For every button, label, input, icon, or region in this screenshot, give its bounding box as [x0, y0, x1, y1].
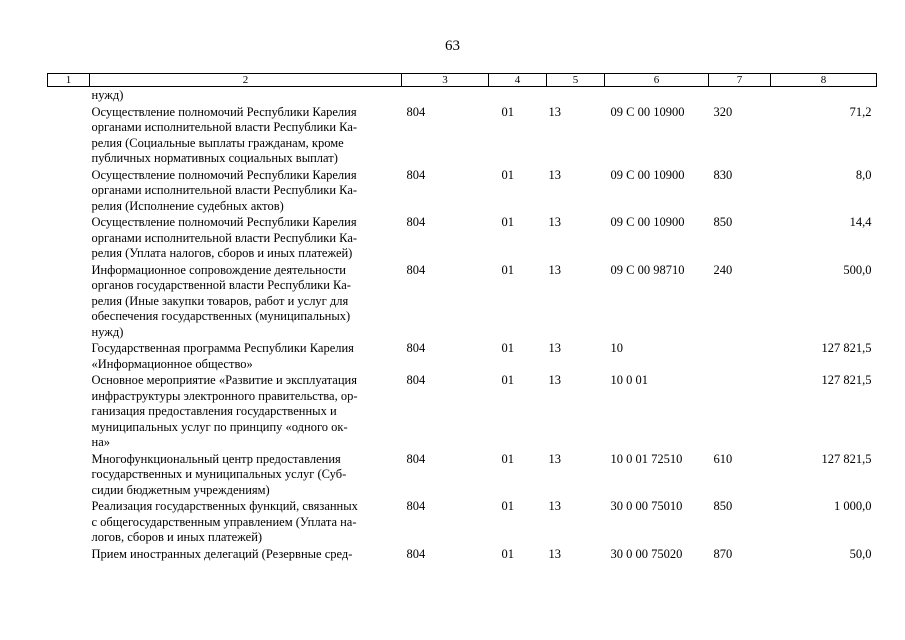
table-row: [48, 87, 877, 104]
cell-target-article: [605, 87, 709, 104]
table-row: [48, 104, 877, 167]
cell-amount: 71,2: [849, 104, 872, 119]
cell-section: 01: [501, 499, 514, 513]
cell-section: 01: [501, 104, 514, 119]
cell-expense-type: [709, 87, 771, 104]
cell-empty: [48, 87, 90, 104]
description-line: на»: [91, 435, 110, 449]
page-number: 63: [445, 38, 460, 54]
cell-description: [90, 451, 402, 499]
cell-description: [90, 262, 402, 341]
cell-target-article: 09 С 00 10900: [610, 104, 685, 119]
cell-amount: [771, 87, 877, 104]
description-line: публичных нормативных социальных выплат): [91, 151, 338, 165]
table-row: [48, 372, 877, 451]
description-line: обеспечения государственных (муниципальных): [91, 309, 351, 323]
cell-amount: 8,0: [855, 167, 872, 182]
description-line: сидии бюджетным учреждениям): [91, 482, 270, 497]
cell-amount: 500,0: [843, 262, 872, 277]
description-line: релия (Социальные выплаты гражданам, кроме: [91, 135, 344, 150]
cell-empty: [48, 340, 90, 372]
budget-table: [47, 73, 877, 562]
description-line: Осуществление полномочий Республики Карелия: [91, 215, 357, 229]
cell-ministry-code: 804: [406, 546, 426, 561]
cell-ministry-code: 804: [406, 499, 426, 513]
column-header: 8: [771, 74, 877, 87]
cell-section: 01: [501, 341, 514, 355]
cell-description: [90, 104, 402, 167]
cell-expense-type: 240: [713, 262, 733, 277]
cell-expense-type: 610: [713, 451, 733, 466]
cell-section: 01: [501, 262, 514, 277]
cell-ministry-code: 804: [406, 167, 426, 182]
cell-section: 01: [501, 451, 514, 466]
cell-amount: 1 000,0: [834, 499, 872, 513]
cell-target-article: 09 С 00 98710: [610, 262, 685, 277]
description-line: Государственная программа Республики Карелия: [91, 341, 354, 355]
description-line: Многофункциональный центр предоставления: [91, 451, 341, 466]
cell-amount: 127 821,5: [821, 341, 872, 355]
cell-section: 01: [501, 167, 514, 182]
cell-subsection: 13: [548, 262, 561, 277]
description-line: релия (Иные закупки товаров, работ и услуг для: [91, 293, 349, 308]
column-header: 6: [605, 74, 709, 87]
table-row: [48, 167, 877, 215]
cell-expense-type: 830: [713, 167, 733, 182]
cell-ministry-code: 804: [406, 373, 426, 387]
cell-target-article: 09 С 00 10900: [610, 215, 685, 229]
description-line: нужд): [91, 88, 124, 102]
cell-ministry-code: 804: [406, 215, 426, 229]
cell-empty: [48, 262, 90, 341]
cell-description: [90, 372, 402, 451]
cell-empty: [48, 451, 90, 499]
cell-description: [90, 87, 402, 104]
description-line: Прием иностранных делегаций (Резервные сред-: [91, 546, 353, 561]
cell-ministry-code: 804: [406, 451, 426, 466]
description-line: органами исполнительной власти Республики Ка-: [91, 183, 358, 197]
description-line: органов государственной власти Республики Ка-: [91, 278, 351, 292]
cell-empty: [48, 167, 90, 215]
cell-description: [90, 546, 402, 563]
cell-target-article: 10: [610, 341, 623, 355]
description-line: логов, сборов и иных платежей): [91, 530, 263, 544]
cell-empty: [48, 214, 90, 262]
description-line: нужд): [91, 324, 124, 339]
column-header: 7: [709, 74, 771, 87]
column-header: 5: [547, 74, 605, 87]
cell-empty: [48, 104, 90, 167]
cell-section: [489, 87, 547, 104]
cell-expense-type: 870: [713, 546, 733, 561]
cell-subsection: 13: [548, 104, 561, 119]
cell-empty: [48, 498, 90, 546]
cell-subsection: 13: [548, 373, 561, 387]
description-line: органами исполнительной власти Республики Ка-: [91, 230, 358, 245]
description-line: Реализация государственных функций, связанных: [91, 499, 358, 513]
cell-amount: 50,0: [849, 546, 872, 561]
table-row: [48, 214, 877, 262]
description-line: «Информационное общество»: [91, 356, 253, 371]
cell-empty: [48, 372, 90, 451]
description-line: Осуществление полномочий Республики Карелия: [91, 104, 357, 119]
cell-section: 01: [501, 215, 514, 229]
cell-empty: [48, 546, 90, 563]
description-line: Осуществление полномочий Республики Карелия: [91, 167, 357, 182]
cell-target-article: 10 0 01: [610, 373, 648, 387]
cell-expense-type: [709, 340, 771, 372]
cell-subsection: [547, 87, 605, 104]
table-row: [48, 451, 877, 499]
cell-target-article: 30 0 00 75010: [610, 499, 683, 513]
cell-ministry-code: [402, 87, 489, 104]
column-number-header: [48, 74, 877, 87]
cell-description: [90, 498, 402, 546]
table-body: [48, 87, 877, 563]
cell-subsection: 13: [548, 341, 561, 355]
table-row: [48, 340, 877, 372]
cell-ministry-code: 804: [406, 262, 426, 277]
cell-section: 01: [501, 373, 514, 387]
description-line: органами исполнительной власти Республики Ка-: [91, 120, 358, 134]
cell-description: [90, 340, 402, 372]
description-line: релия (Уплата налогов, сборов и иных платежей): [91, 246, 353, 260]
description-line: релия (Исполнение судебных актов): [91, 198, 284, 213]
cell-description: [90, 167, 402, 215]
cell-expense-type: 850: [713, 499, 733, 513]
column-header: 4: [489, 74, 547, 87]
cell-subsection: 13: [548, 451, 561, 466]
description-line: муниципальных услуг по принципу «одного ок-: [91, 419, 348, 434]
cell-subsection: 13: [548, 499, 561, 513]
column-header: 1: [48, 74, 90, 87]
cell-target-article: 10 0 01 72510: [610, 451, 683, 466]
cell-amount: 127 821,5: [821, 451, 872, 466]
description-line: государственных и муниципальных услуг (Суб-: [91, 467, 347, 481]
cell-ministry-code: 804: [406, 104, 426, 119]
description-line: с общегосударственным управлением (Уплата на-: [91, 514, 357, 529]
table-row: [48, 546, 877, 563]
cell-target-article: 30 0 00 75020: [610, 546, 683, 561]
cell-amount: 14,4: [849, 215, 872, 229]
column-header: 2: [90, 74, 402, 87]
cell-target-article: 09 С 00 10900: [610, 167, 685, 182]
cell-section: 01: [501, 546, 514, 561]
description-line: Основное мероприятие «Развитие и эксплуатация: [91, 373, 357, 387]
cell-expense-type: 850: [713, 215, 733, 229]
cell-expense-type: [709, 372, 771, 451]
table-row: [48, 262, 877, 341]
cell-expense-type: 320: [713, 104, 733, 119]
description-line: Информационное сопровождение деятельности: [91, 262, 346, 277]
description-line: инфраструктуры электронного правительства, ор-: [91, 388, 358, 403]
column-header: 3: [402, 74, 489, 87]
cell-subsection: 13: [548, 546, 561, 561]
cell-amount: 127 821,5: [821, 373, 872, 387]
description-line: ганизация предоставления государственных и: [91, 404, 337, 418]
table-row: [48, 498, 877, 546]
cell-subsection: 13: [548, 215, 561, 229]
cell-subsection: 13: [548, 167, 561, 182]
cell-description: [90, 214, 402, 262]
cell-ministry-code: 804: [406, 341, 426, 355]
